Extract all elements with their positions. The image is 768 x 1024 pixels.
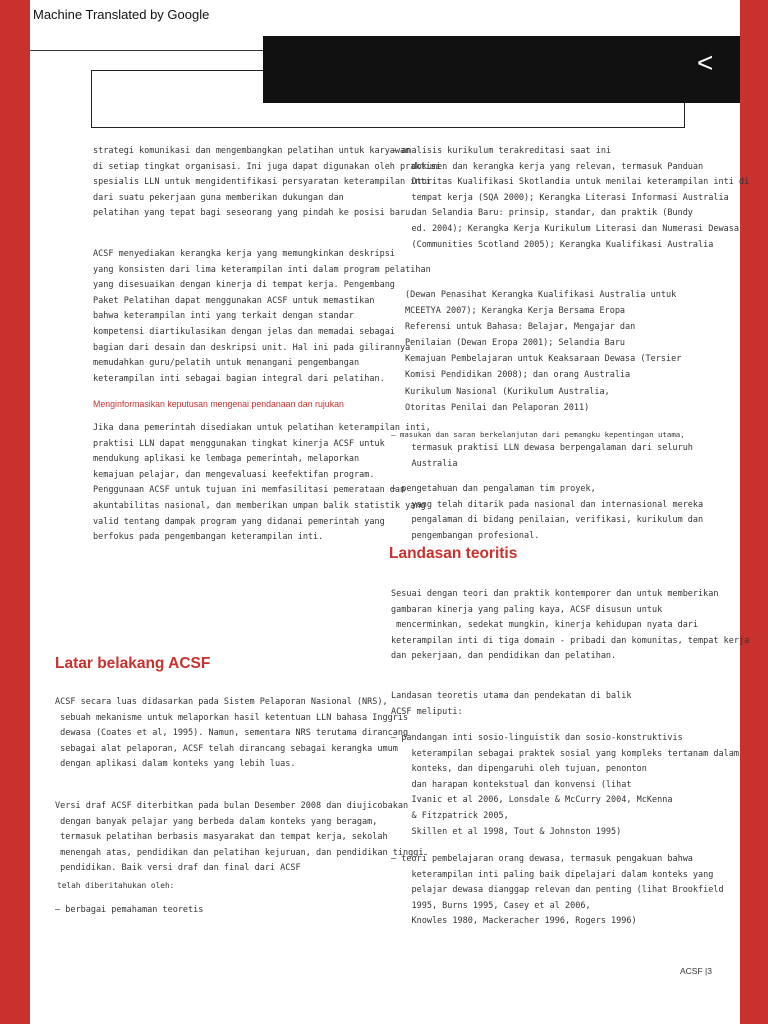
right-block-2: (Dewan Penasihat Kerangka Kualifikasi Australia untuk MCEETYA 2007); Kerangka Kerja Bersama Eropa Referensi untuk Bahasa: Belajar, Mengajar dan Penilaian (Dewan Eropa 2001); Selandia Baru Kemajuan Pembelajaran untuk Keaksaraan Dewasa (Tersier Komisi Pendidikan 2008); dan orang Australia Kurikulum Nasional (Kurikulum Australia, Otoritas Penilai dan Pelaporan 2011)	[405, 290, 682, 413]
right-block-1: – analisis kurikulum terakreditasi saat ini dokumen dan kerangka kerja yang relevan, termasuk Panduan Otoritas Kualifikasi Skotlandia untuk menilai keterampilan inti di tempat kerja (SQA 2000); Kerangka Literasi Informasi Australia dan Selandia Baru: prinsip, standar, dan praktik (Bundy ed. 2004); Kerangka Kerja Kurikulum Literasi dan Numerasi Dewasa (Communities Scotland 2005); Kerangka Kualifikasi Australia	[391, 146, 750, 250]
funding-subheading: Menginformasikan keputusan mengenai pendanaan dan rujukan	[93, 399, 344, 409]
right-block-4: – pengetahuan dan pengalaman tim proyek, yang telah ditarik pada nasional dan internasional mereka pengalaman di bidang penilaian, verifikasi, kurikulum dan pengembangan profesional.	[391, 484, 704, 541]
machine-translated-label: Machine Translated by Google	[33, 7, 210, 22]
heading-landasan-teoritis: Landasan teoritis	[389, 545, 518, 562]
page-number: ACSF |3	[680, 966, 712, 976]
right-block-3: termasuk praktisi LLN dewasa berpengalaman dari seluruh Australia	[411, 443, 693, 469]
header-rule	[30, 50, 264, 51]
chevron-left-icon[interactable]: <	[697, 47, 714, 78]
right-paragraph-1: Sesuai dengan teori dan praktik kontemporer dan untuk memberikan gambaran kinerja yang paling kaya, ACSF disusun untuk mencerminkan, sedekat mungkin, kinerja kehidupan nyata dari keterampilan inti di tiga domain - pribadi dan komunitas, tempat kerja dan pekerjaan, dan pendidikan dan pelatihan.	[391, 589, 750, 662]
left-paragraph-5b: telah diberitahukan oleh:	[57, 881, 175, 890]
left-red-border	[0, 0, 30, 1024]
left-paragraph-3: Jika dana pemerintah disediakan untuk pelatihan keterampilan inti, praktisi LLN dapat menggunakan tingkat kinerja ACSF untuk mendukung aplikasi ke lembaga pemerintah, melaporkan kemajuan pelajar, dan mengevaluasi keefektifan program. Penggunaan ACSF untuk tujuan ini memfasilitasi pemerataan dan akuntabilitas nasional, dan memberikan umpan balik statistik yang valid tentang dampak program yang didanai pemerintah yang berfokus pada pengembangan keterampilan inti.	[93, 423, 431, 543]
right-paragraph-2: Landasan teoretis utama dan pendekatan di balik ACSF meliputi:	[391, 691, 632, 717]
left-paragraph-1: strategi komunikasi dan mengembangkan pelatihan untuk karyawan di setiap tingkat organisasi. Ini juga dapat digunakan oleh praktisi spesialis LLN untuk mengidentifikasi persyaratan keterampilan inti dari suatu pekerjaan guna memberikan dukungan dan pelatihan yang tepat bagi seseorang yang pindah ke posisi baru.	[93, 146, 441, 219]
heading-latar-belakang: Latar belakang ACSF	[55, 655, 211, 672]
left-paragraph-2: ACSF menyediakan kerangka kerja yang memungkinkan deskripsi yang konsisten dari lima keterampilan inti dalam program pelatihan yang disesuaikan dengan kinerja di tempat kerja. Pengembang Paket Pelatihan dapat menggunakan ACSF untuk memastikan bahwa keterampilan inti yang terkait dengan standar kompetensi diartikulasikan dengan jelas dan memadai sebagai bagian dari desain dan deskripsi unit. Hal ini pada gilirannya memudahkan guru/pelatih untuk menangani pengembangan keterampilan inti sebagai bagian integral dari pelatihan.	[93, 249, 431, 384]
left-paragraph-4: ACSF secara luas didasarkan pada Sistem Pelaporan Nasional (NRS), sebuah mekanisme untuk melaporkan hasil ketentuan LLN bahasa Inggris dewasa (Coates et al, 1995). Namun, sementara NRS terutama dirancang sebagai alat pelaporan, ACSF telah dirancang sebagai kerangka umum dengan aplikasi dalam konteks yang lebih luas.	[55, 697, 409, 770]
left-paragraph-5: Versi draf ACSF diterbitkan pada bulan Desember 2008 dan diujicobakan dengan banyak pelajar yang berbeda dalam konteks yang beragam, termasuk pelatihan berbasis masyarakat dan tempat kerja, sekolah menengah atas, pendidikan dan pelatihan kejuruan, dan pendidikan tinggi. pendidikan. Baik versi draf dan final dari ACSF	[55, 801, 429, 874]
left-paragraph-6: – berbagai pemahaman teoretis	[55, 905, 204, 915]
right-list-2: – teori pembelajaran orang dewasa, termasuk pengakuan bahwa keterampilan inti paling baik dipelajari dalam konteks yang pelajar dewasa dianggap relevan dan penting (lihat Brookfield 1995, Burns 1995, Casey et al 2006, Knowles 1980, Mackeracher 1996, Rogers 1996)	[391, 854, 724, 927]
header-black-block	[263, 36, 740, 103]
right-block-3-line1: – masukan dan saran berkelanjutan dari pemangku kepentingan utama,	[391, 430, 685, 439]
right-list-1: – pandangan inti sosio-linguistik dan sosio-konstruktivis keterampilan sebagai praktek sosial yang kompleks tertanam dalam konteks, dan dipengaruhi oleh tujuan, penonton dan harapan kontekstual dan konvensi (lihat Ivanic et al 2006, Lonsdale & McCurry 2004, McKenna & Fitzpatrick 2005, Skillen et al 1998, Tout & Johnston 1995)	[391, 733, 739, 837]
